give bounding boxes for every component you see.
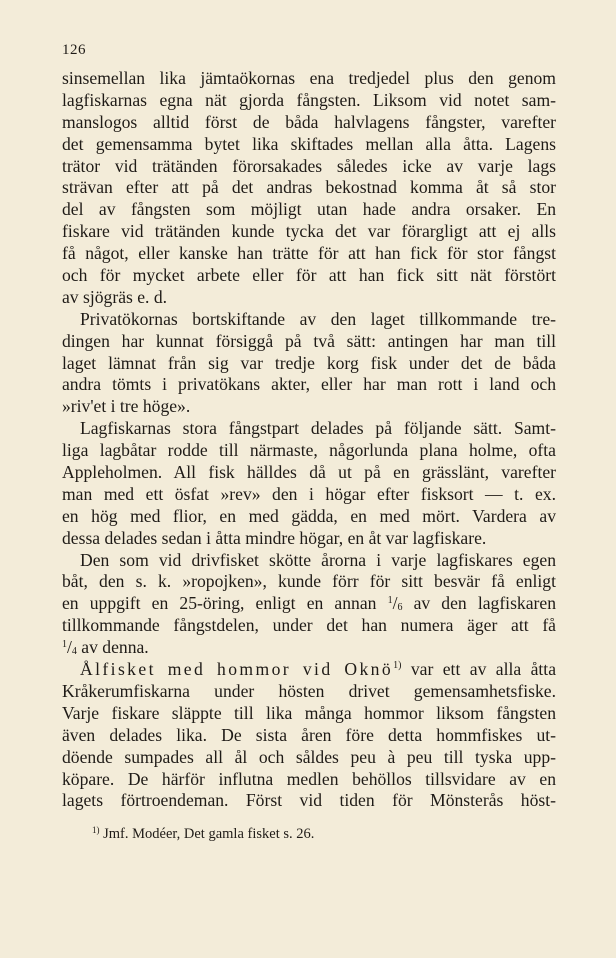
text-line bbox=[62, 659, 556, 681]
text-segment: en uppgift en 25-öring, enligt en annan bbox=[62, 593, 377, 614]
text-segment: var ett av alla åtta bbox=[410, 659, 557, 680]
text-line: laget lämnat från sig var tredje korg fisk under det de båda bbox=[62, 352, 556, 373]
text-line: även delades lika. De sista åren före detta hommfiskes ut- bbox=[62, 724, 556, 745]
text-line: del av fångsten som möjligt utan hade andra orsaker. En bbox=[62, 199, 556, 220]
fraction-numerator: 1 bbox=[387, 595, 393, 607]
text-line: Kråkerumfiskarna under hösten drivet gemensamhetsfiske. bbox=[62, 680, 556, 701]
text-line: fiskare vid trätänden kunde tycka det var förargligt att ej alls bbox=[62, 221, 556, 242]
footnote-text: Jmf. Modéer, Det gamla fisket s. 26. bbox=[103, 826, 315, 842]
text-line: $^1$/4 av denna. bbox=[62, 637, 149, 658]
spaced-heading: Ålfisket med hommor vid Oknö bbox=[80, 659, 394, 680]
body-text bbox=[62, 68, 556, 812]
text-line: Lagfiskarnas stora fångstpart delades på följande sätt. Samt- bbox=[80, 418, 556, 439]
text-segment: av den lagfiskaren bbox=[413, 593, 556, 614]
text-line: det gemensamma bytet lika skiftades mellan alla åtta. Lagens bbox=[62, 133, 556, 154]
text-line: av sjögräs e. d. bbox=[62, 286, 168, 307]
text-line: lagets förtroendeman. Först vid tiden för Mönsterås höst- bbox=[62, 790, 556, 811]
text-line: Appleholmen. All fisk hälldes då ut på en grässlänt, varefter bbox=[62, 462, 556, 483]
footnote-reference: 1) bbox=[393, 660, 402, 672]
text-line: och för mycket arbete eller för att han fick sitt nät förstört bbox=[62, 265, 556, 286]
footnote bbox=[92, 826, 314, 843]
fraction-denominator: 6 bbox=[397, 602, 403, 614]
text-line: dessa delades sedan i åtta mindre högar, en åt var lagfiskare. bbox=[62, 527, 487, 548]
page-number: 126 bbox=[62, 42, 86, 58]
text-segment: av denna. bbox=[81, 637, 149, 658]
footnote-marker: 1) bbox=[92, 825, 100, 835]
text-line: en hög med flior, en med gädda, en med mört. Vardera av bbox=[62, 505, 556, 526]
text-line: lagfiskarnas egna nät gjorda fångsten. Liksom vid notet sam- bbox=[62, 89, 556, 110]
text-line: Den som vid drivfisket skötte årorna i varje lagfiskares egen bbox=[80, 549, 556, 570]
text-line: Varje fiskare släppte till lika många hommor liksom fångsten bbox=[62, 702, 556, 723]
text-line: manslogos alltid först de båda halvlagens fångster, varefter bbox=[62, 111, 556, 132]
text-line: tillkommande fångstdelen, under det han numera äger att få bbox=[62, 615, 556, 636]
text-line: båt, den s. k. »ropojken», kunde förr för sitt besvär få enligt bbox=[62, 571, 556, 592]
text-line: köpare. De härför influtna medlen behöllos tillsvidare av en bbox=[62, 768, 556, 789]
text-line: döende sumpades all ål och såldes peu à peu till tyska upp- bbox=[62, 746, 556, 767]
text-line: strävan efter att på det andras bekostnad komma åt så stor bbox=[62, 177, 556, 198]
text-line: trätor vid trätänden förorsakades således icke av varje lags bbox=[62, 155, 556, 176]
text-line: »riv'et i tre höge». bbox=[62, 396, 191, 417]
fraction-numerator: 1 bbox=[62, 639, 67, 651]
text-line: en uppgift en 25-öring, enligt en annan $^1$/6 av den lagfiskaren bbox=[62, 593, 556, 614]
text-line: Privatökornas bortskiftande av den laget tillkommande tre- bbox=[80, 308, 556, 329]
text-line: dingen har kunnat försiggå på två sätt: antingen har man till bbox=[62, 330, 556, 351]
fraction-denominator: 4 bbox=[71, 646, 77, 658]
text-line: få något, eller kanske han trätte för att han fick för stor fångst bbox=[62, 243, 556, 264]
text-line: man med ett ösfat »rev» den i högar efter fisksort — t. ex. bbox=[62, 483, 556, 504]
text-line: sinsemellan lika jämtaökornas ena tredjedel plus den genom bbox=[62, 68, 556, 88]
text-line: liga lagbåtar rodde till närmaste, någorlunda plana holme, ofta bbox=[62, 440, 556, 461]
text-line: andra tömts i privatökans akter, eller har man rott i land och bbox=[62, 374, 556, 395]
